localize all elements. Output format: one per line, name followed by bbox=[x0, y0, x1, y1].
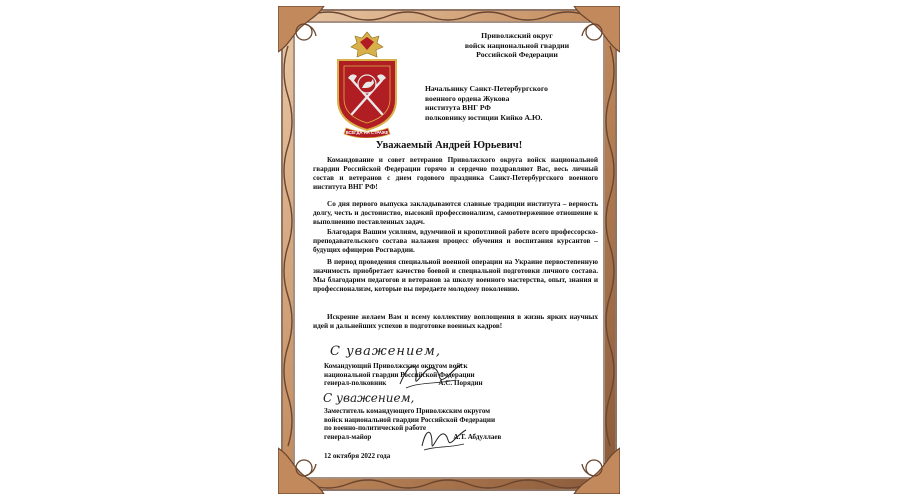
handwritten-greeting-1: С уважением, bbox=[330, 344, 441, 359]
signature-block-2 bbox=[324, 407, 501, 442]
signature1-rank: генерал-полковник bbox=[324, 379, 387, 388]
body-paragraph-1: Командование и совет ветеранов Приволжского округа войск национальной гвардии Российской Федерации горячо и сердечно поздравляют Вас, весь личный состав и ветеранов с днем годового праздника Санкт-Петербургского военного института ВНГ РФ! bbox=[313, 156, 598, 191]
body-paragraph-4: В период проведения специальной военной операции на Украине первостепенную значимость приобретает качество боевой и специальной подготовки личного состава. Мы благодарим педагогов и ветеранов за школу военного мастерства, опыт, знания и профессионализм, которые вы передаете молодому поколению. bbox=[313, 258, 598, 293]
emblem-motto: ВСЕГДА НА СТРАЖЕ bbox=[345, 130, 389, 135]
handwritten-greeting-2: С уважением, bbox=[323, 391, 415, 405]
addressee-line-1: Начальнику Санкт-Петербургского bbox=[425, 84, 548, 93]
signature2-line-3: по военно-политической работе bbox=[324, 424, 426, 433]
signature1-name: А.С. Порядин bbox=[438, 379, 483, 388]
greeting: Уважаемый Андрей Юрьевич! bbox=[375, 140, 523, 151]
signature2-line-1: Заместитель командующего Приволжским округом bbox=[324, 407, 491, 415]
body-paragraph-5: Искренне желаем Вам и всему коллективу воплощения в жизнь ярких научных идей и дальнейших успехов в подготовке военных кадров! bbox=[313, 313, 598, 330]
handwritten-signature-1 bbox=[396, 354, 466, 394]
body-paragraph-2: Со дня первого выпуска закладываются славные традиции института – верность долгу, честь и достоинство, высокий профессионализм, самоотверженное отношение к выполнению поставленных задач. bbox=[313, 200, 598, 226]
letter-date: 12 октября 2022 года bbox=[324, 452, 391, 460]
signature2-name: А.Т. Абдуллаев bbox=[453, 433, 502, 442]
header-line-2: войск национальной гвардии bbox=[464, 40, 570, 50]
signature1-line-1: Командующий Приволжским округом войск bbox=[324, 362, 468, 370]
handwritten-signature-2 bbox=[418, 424, 468, 454]
addressee-line-4: полковнику юстиции Кийко А.Ю. bbox=[425, 112, 543, 122]
body-paragraph-3: Благодаря Вашим усилиям, вдумчивой и кропотливой работе всего профессорско-преподавательского состава налажен процесс обучения и воспитания курсантов – будущих офицеров Росгвардии. bbox=[313, 228, 598, 254]
guard-emblem bbox=[332, 30, 402, 138]
signature2-rank: генерал-майор bbox=[324, 433, 372, 442]
signature2-line-2: войск национальной гвардии Российской Федерации bbox=[324, 415, 496, 424]
header-line-3: Российской Федерации bbox=[476, 50, 558, 60]
header-block bbox=[432, 31, 602, 60]
signature1-line-2: национальной гвардии Российской Федерации bbox=[324, 370, 475, 379]
addressee-line-2: военного ордена Жукова bbox=[425, 93, 510, 103]
addressee-line-3: института ВНГ РФ bbox=[425, 103, 491, 113]
header-line-1: Приволжский округ bbox=[481, 31, 553, 40]
addressee-block bbox=[425, 84, 548, 122]
